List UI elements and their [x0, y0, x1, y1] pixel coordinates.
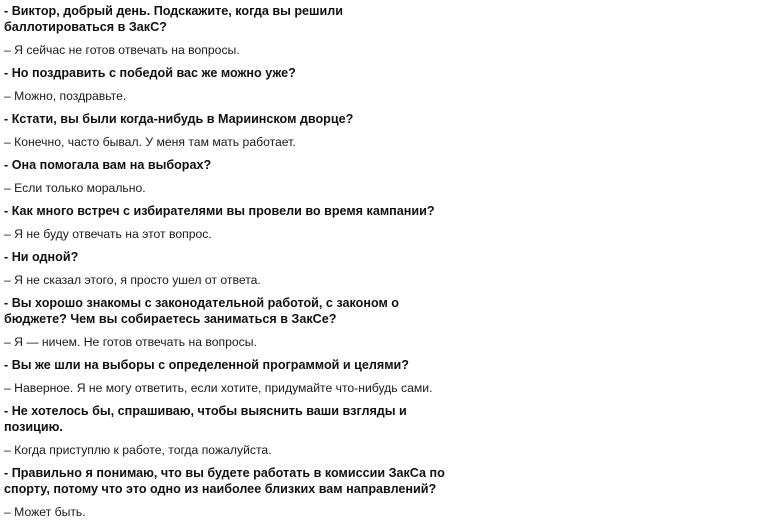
qa-pair-3 [4, 111, 456, 150]
question-6: - Ни одной? [4, 250, 79, 264]
qa-pair-7 [4, 295, 456, 350]
answer-4: – Если только морально. [4, 181, 146, 195]
qa-pair-6 [4, 249, 456, 288]
question-3: - Кстати, вы были когда-нибудь в Мариинском дворце? [4, 112, 354, 126]
question-10: - Правильно я понимаю, что вы будете работать в комиссии ЗакСа по спорту, потому что это одно из наиболее близких вам направлений? [4, 466, 445, 496]
answer-10: – Может быть. [4, 505, 86, 519]
qa-pair-1 [4, 3, 456, 58]
qa-pair-8 [4, 357, 456, 396]
question-9: - Не хотелось бы, спрашиваю, чтобы выяснить ваши взгляды и позицию. [4, 404, 407, 434]
answer-1: – Я сейчас не готов отвечать на вопросы. [4, 43, 240, 57]
question-8: - Вы же шли на выборы с определенной программой и целями? [4, 358, 409, 372]
answer-2: – Можно, поздравьте. [4, 89, 127, 103]
answer-7: – Я — ничем. Не готов отвечать на вопросы. [4, 335, 257, 349]
answer-6: – Я не сказал этого, я просто ушел от ответа. [4, 273, 261, 287]
qa-pair-4 [4, 157, 456, 196]
answer-9: – Когда приступлю к работе, тогда пожалуйста. [4, 443, 272, 457]
question-4: - Она помогала вам на выборах? [4, 158, 212, 172]
question-2: - Но поздравить с победой вас же можно уже? [4, 66, 296, 80]
qa-pair-2 [4, 65, 456, 104]
question-7: - Вы хорошо знакомы с законодательной работой, с законом о бюджете? Чем вы собираетесь заниматься в ЗакСе? [4, 296, 399, 326]
qa-pair-9 [4, 403, 456, 458]
answer-5: – Я не буду отвечать на этот вопрос. [4, 227, 212, 241]
qa-pair-5 [4, 203, 456, 242]
answer-3: – Конечно, часто бывал. У меня там мать работает. [4, 135, 296, 149]
question-1: - Виктор, добрый день. Подскажите, когда вы решили баллотироваться в ЗакС? [4, 4, 344, 34]
question-5: - Как много встреч с избирателями вы провели во время кампании? [4, 204, 435, 218]
answer-8: – Наверное. Я не могу ответить, если хотите, придумайте что-нибудь сами. [4, 381, 433, 395]
qa-pair-10 [4, 465, 456, 520]
